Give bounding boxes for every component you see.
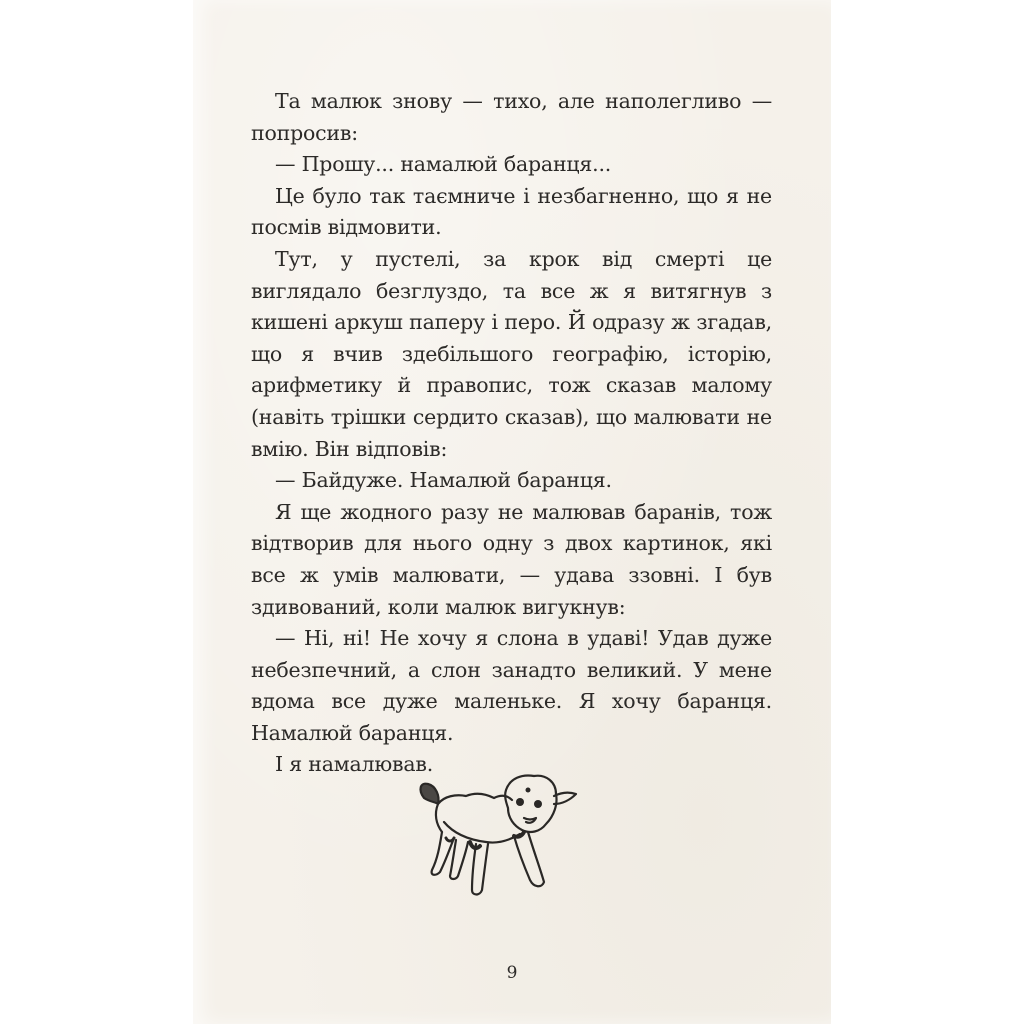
paragraph-2: — Прошу... намалюй баранця... [275,152,612,177]
paragraph-4: Тут, у пустелі, за крок від смерті це виглядало безглуздо, та все ж я витягнув з кишені аркуш паперу і перо. Й одразу ж згадав, що я вчив здебільшого географію, історію, арифметику й правопис, тож сказав малому (навіть трішки сердито сказав), що малювати не вмію. Він відповів: [251,246,772,461]
paragraph-8: І я намалював. [275,752,434,777]
paragraph-6: Я ще жодного разу не малював баранів, тож відтворив для нього одну з двох картинок, які все ж умів малювати, — удава ззовні. І був здивований, коли малюк вигукнув: [251,499,772,619]
paragraph-3: Це було так таємниче і незбагненно, що я не посмів відмовити. [251,183,772,240]
paragraph-5: — Байдуже. Намалюй баранця. [275,468,612,493]
sheep-drawing-icon [410,762,590,910]
paragraph-7: — Ні, ні! Не хочу я слона в удаві! Удав дуже небезпечний, а слон занадто великий. У мене вдома все дуже маленьке. Я хочу баранця. Намалюй баранця. [251,626,772,745]
book-page [193,0,831,1024]
body-text [251,86,772,781]
paragraph-1: Та малюк знову — тихо, але наполегливо — попросив: [251,89,772,145]
page-number: 9 [506,963,518,983]
